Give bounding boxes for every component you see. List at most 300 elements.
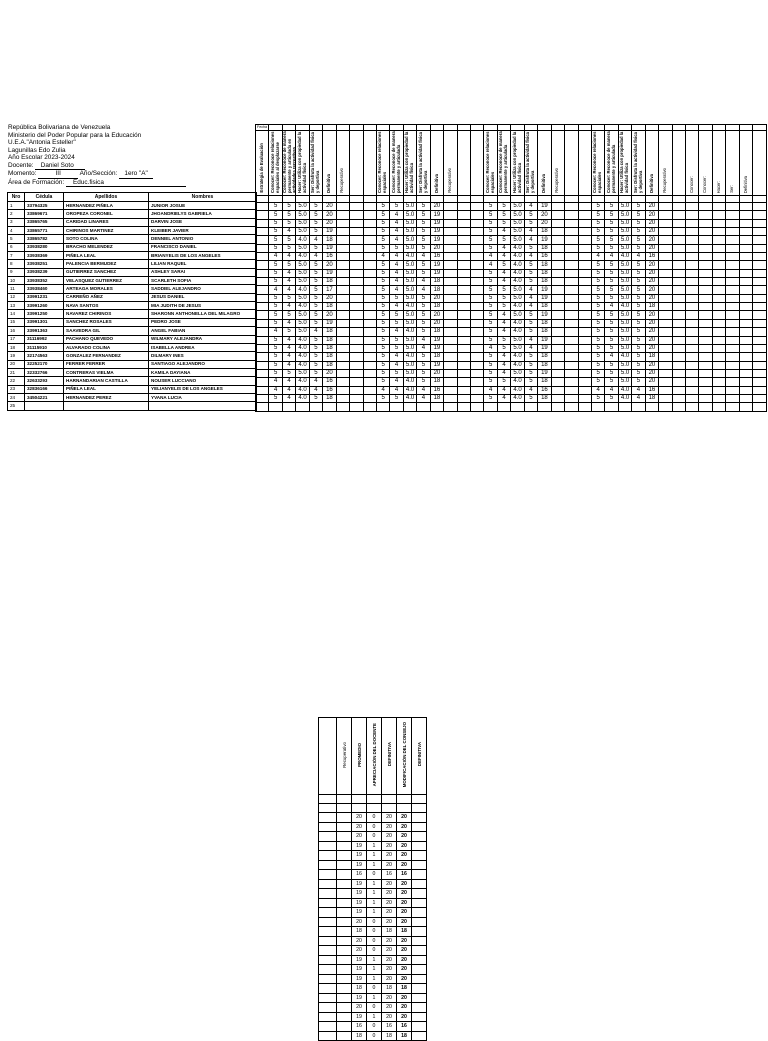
grade-cell: 5: [417, 303, 430, 311]
table-row: [8, 368, 257, 376]
grade-cell-blank: [686, 328, 699, 336]
row-apellidos: VELASQUEZ GUTIERREZ: [64, 277, 149, 285]
grade-cell-blank: [350, 378, 363, 386]
grade-cell-blank: [659, 353, 672, 361]
summary-row: [319, 1003, 427, 1013]
grade-cell: 4: [390, 303, 403, 311]
grade-cell-blank: [444, 228, 457, 236]
grade-cell-blank: [565, 236, 578, 244]
criteria-header: [296, 131, 309, 196]
grade-cell-blank: [551, 336, 564, 344]
grade-cell: 5: [417, 261, 430, 269]
grade-cell-blank: [551, 328, 564, 336]
grade-cell: 5: [605, 236, 618, 244]
grade-cell: 5: [269, 261, 282, 269]
grade-cell-blank: [712, 303, 725, 311]
row-nro: 9: [8, 268, 25, 276]
summary-cell-blank: [319, 1031, 337, 1041]
grade-cell: 5: [605, 344, 618, 352]
summary-cell-blank: [337, 851, 352, 861]
grade-cell-blank: [739, 386, 752, 394]
grade-cell: 4: [376, 253, 389, 261]
grade-cell-blank: [659, 269, 672, 277]
summary-cell: 1: [367, 908, 382, 918]
grade-cell-blank: [753, 378, 767, 386]
grade-cell: 5: [309, 228, 322, 236]
summary-cell: 19: [352, 841, 367, 851]
grade-cell: 4: [497, 228, 510, 236]
grade-cell: 4.0: [511, 378, 524, 386]
area-line: [8, 179, 258, 188]
row-cedula: 33794325: [25, 202, 64, 210]
grade-cell-blank: [256, 261, 269, 269]
grade-cell: 5.0: [296, 219, 309, 227]
grade-cell: 5: [417, 353, 430, 361]
grade-cell-blank: [363, 311, 376, 319]
row-apellidos: NAVAREZ CHIRINOS: [64, 310, 149, 318]
grade-cell-blank: [739, 336, 752, 344]
grade-cell-blank: [712, 344, 725, 352]
grade-cell-blank: [457, 386, 470, 394]
grade-cell-blank: [726, 336, 739, 344]
grade-cell: 4.0: [296, 286, 309, 294]
extra-header-text: Conocer:: [688, 176, 694, 193]
summary-cell: 20: [382, 1012, 397, 1022]
grade-cell-blank: [444, 211, 457, 219]
grade-cell-blank: [712, 319, 725, 327]
grade-cell: 5: [376, 336, 389, 344]
summary-header-text: PROMEDIO: [356, 742, 362, 767]
criteria-header-text: Ser: Disfruta la actividad física y deportiva: [310, 132, 320, 193]
grade-cell: 4: [524, 253, 537, 261]
summary-cell-blank: [319, 898, 337, 908]
grade-cell: 4: [417, 278, 430, 286]
grade-cell: 4: [282, 353, 295, 361]
grade-cell-blank: [551, 219, 564, 227]
grade-cell: 5: [591, 336, 604, 344]
summary-cell: 16: [382, 870, 397, 880]
row-apellidos: CONTRERAS VIELMA: [64, 368, 149, 376]
ministerio-line: Ministerio del Poder Popular para la Educación: [8, 131, 142, 139]
gap-cell: [591, 196, 604, 203]
grade-cell-blank: [672, 286, 685, 294]
grade-cell: 5: [632, 369, 645, 377]
summary-cell-blank: [412, 1022, 427, 1032]
summary-row: [319, 993, 427, 1003]
grade-cell: 5.0: [403, 236, 416, 244]
grade-cell-blank: [672, 294, 685, 302]
grade-cell: 5: [591, 278, 604, 286]
grade-cell-blank: [363, 336, 376, 344]
summary-cell: 20: [397, 851, 412, 861]
grade-cell-blank: [350, 253, 363, 261]
summary-cell-blank: [337, 936, 352, 946]
grade-cell: 4: [269, 328, 282, 336]
grade-cell: [645, 403, 658, 411]
criteria-header: [282, 131, 295, 196]
grade-cell-blank: [551, 294, 564, 302]
grade-row: [256, 369, 767, 377]
summary-cell-blank: [319, 965, 337, 975]
grade-cell-blank: [565, 311, 578, 319]
grade-cell-blank: [672, 386, 685, 394]
summary-cell-blank: [319, 955, 337, 965]
grade-cell-blank: [578, 319, 591, 327]
row-apellidos: CARIDAD LINARES: [64, 218, 149, 226]
grade-cell: 5: [591, 244, 604, 252]
grade-cell-blank: [686, 211, 699, 219]
row-cedula: 33991250: [25, 310, 64, 318]
grade-cell-blank: [659, 286, 672, 294]
criteria-header-text: Recuperativo: [661, 168, 667, 193]
criteria-header-text: Hacer: Utiliza con propiedad la actividad física: [511, 131, 522, 193]
grade-cell-blank: [753, 236, 767, 244]
grade-cell-blank: [471, 278, 484, 286]
summary-cell: 20: [397, 832, 412, 842]
grade-cell: 4: [309, 378, 322, 386]
grade-cell: 20: [430, 319, 443, 327]
criteria-header: [336, 131, 349, 196]
grade-cell: 5: [282, 369, 295, 377]
grade-cell: 20: [645, 219, 658, 227]
grade-cell-blank: [739, 278, 752, 286]
grade-cell: [296, 403, 309, 411]
grade-cell: 4.0: [618, 386, 631, 394]
table-row: [8, 218, 257, 226]
summary-blank-cell: [352, 804, 367, 813]
grade-cell: 5: [591, 311, 604, 319]
grade-cell: 5: [376, 244, 389, 252]
summary-cell-blank: [337, 879, 352, 889]
grade-cell: 5: [376, 303, 389, 311]
gap-cell: [672, 196, 685, 203]
grade-row: [256, 228, 767, 236]
grade-cell: 4.0: [511, 253, 524, 261]
grade-cell-blank: [363, 403, 376, 411]
grade-cell: 5: [309, 336, 322, 344]
grade-cell-blank: [739, 353, 752, 361]
summary-cell: 20: [397, 841, 412, 851]
grade-cell-blank: [551, 244, 564, 252]
summary-cell: 20: [352, 813, 367, 823]
grade-cell-blank: [565, 353, 578, 361]
grade-row: [256, 328, 767, 336]
grade-cell: 5: [309, 294, 322, 302]
grade-cell-blank: [699, 278, 712, 286]
summary-blank-row: [319, 795, 427, 804]
summary-cell: 20: [382, 1003, 397, 1013]
grade-cell: 5: [417, 361, 430, 369]
grade-cell: 5.0: [511, 228, 524, 236]
grade-cell: 5.0: [403, 278, 416, 286]
grade-cell-blank: [336, 319, 349, 327]
summary-row: [319, 936, 427, 946]
summary-cell-blank: [412, 936, 427, 946]
grade-cell: 20: [430, 294, 443, 302]
grade-cell: 18: [645, 394, 658, 402]
summary-cell-blank: [412, 917, 427, 927]
grade-cell-blank: [753, 328, 767, 336]
row-cedula: 33865765: [25, 218, 64, 226]
grade-cell-blank: [471, 244, 484, 252]
grade-cell: 5: [390, 311, 403, 319]
grade-cell-blank: [471, 369, 484, 377]
summary-cell-blank: [337, 813, 352, 823]
grade-cell: 18: [538, 261, 551, 269]
grade-cell: 5: [484, 278, 497, 286]
grade-cell-blank: [753, 228, 767, 236]
grade-cell: 4.0: [403, 253, 416, 261]
summary-cell-blank: [337, 984, 352, 994]
row-apellidos: NAVA SANTOS: [64, 302, 149, 310]
grade-cell: 5: [484, 286, 497, 294]
grade-cell: 5: [591, 211, 604, 219]
grade-cell-blank: [565, 303, 578, 311]
gap-cell: [538, 196, 551, 203]
grade-cell: 4: [309, 236, 322, 244]
summary-cell: 19: [352, 860, 367, 870]
grade-cell: 16: [430, 253, 443, 261]
grade-cell: 5: [484, 228, 497, 236]
summary-cell: 19: [352, 898, 367, 908]
summary-cell-blank: [319, 870, 337, 880]
grade-cell: 18: [538, 303, 551, 311]
summary-row: [319, 822, 427, 832]
grade-cell-blank: [739, 203, 752, 211]
summary-blank-cell: [337, 795, 352, 804]
grade-cell: 18: [538, 269, 551, 277]
grade-cell: 5: [591, 294, 604, 302]
grade-cell-blank: [444, 244, 457, 252]
grade-cell-blank: [699, 219, 712, 227]
criteria-header-text: Recuperativo: [446, 168, 452, 193]
grade-cell: 5: [632, 319, 645, 327]
gap-cell: [618, 196, 631, 203]
grade-cell: 5: [497, 219, 510, 227]
summary-cell: 19: [352, 851, 367, 861]
grade-cell: 5: [524, 219, 537, 227]
grade-cell-blank: [578, 386, 591, 394]
grade-cell: 4.0: [618, 303, 631, 311]
grade-cell: 18: [323, 394, 336, 402]
grade-cell: 5: [269, 294, 282, 302]
grade-cell: 5: [632, 236, 645, 244]
grade-cell-blank: [739, 369, 752, 377]
summary-cell: 20: [397, 1012, 412, 1022]
grade-cell: 5: [417, 269, 430, 277]
summary-cell-blank: [337, 841, 352, 851]
summary-cell: 18: [397, 984, 412, 994]
grade-cell-blank: [753, 278, 767, 286]
gap-cell: [484, 196, 497, 203]
summary-row: [319, 832, 427, 842]
grade-cell-blank: [686, 244, 699, 252]
criteria-header-row: [256, 131, 767, 196]
grade-row: [256, 319, 767, 327]
gap-cell: [659, 196, 672, 203]
grade-cell: 4: [390, 286, 403, 294]
grade-cell: 5: [632, 294, 645, 302]
grade-cell: 5: [484, 211, 497, 219]
grade-cell-blank: [256, 336, 269, 344]
row-cedula: 33938239: [25, 268, 64, 276]
header-nro: Nro: [8, 193, 25, 202]
summary-header-text: APRECIACIÓN DEL DOCENTE: [371, 722, 377, 787]
grade-cell-blank: [699, 319, 712, 327]
grade-cell: 19: [323, 228, 336, 236]
grade-cell-blank: [565, 278, 578, 286]
grade-cell: 5: [309, 344, 322, 352]
grade-cell-blank: [457, 278, 470, 286]
grade-cell-blank: [686, 394, 699, 402]
summary-cell: 20: [397, 898, 412, 908]
grade-cell: 5: [484, 319, 497, 327]
summary-header: [337, 718, 352, 795]
grade-cell-blank: [712, 236, 725, 244]
grade-cell: 4: [390, 261, 403, 269]
row-nombres: SHARONN ANTHONELLA DEL MILAGRO: [149, 310, 257, 318]
gap-cell: [376, 196, 389, 203]
grade-cell: 4.0: [511, 269, 524, 277]
summary-cell: 1: [367, 879, 382, 889]
grade-cell-blank: [739, 219, 752, 227]
summary-cell-blank: [319, 927, 337, 937]
grade-cell-blank: [256, 286, 269, 294]
grade-cell-blank: [551, 236, 564, 244]
summary-row: [319, 851, 427, 861]
grade-cell: 4: [484, 261, 497, 269]
grade-cell: 5: [376, 286, 389, 294]
summary-cell: 0: [367, 1022, 382, 1032]
grade-cell-blank: [672, 336, 685, 344]
row-cedula: 33991260: [25, 302, 64, 310]
header-apellidos: Apellidos: [64, 193, 149, 202]
grade-cell: 5.0: [618, 336, 631, 344]
grade-cell-blank: [565, 378, 578, 386]
grade-cell: 5: [497, 303, 510, 311]
summary-row: [319, 917, 427, 927]
summary-cell: 20: [352, 1003, 367, 1013]
grade-cell-blank: [350, 394, 363, 402]
summary-cell: 20: [397, 974, 412, 984]
grade-cell: 4: [497, 394, 510, 402]
grade-cell-blank: [565, 403, 578, 411]
grade-cell-blank: [444, 261, 457, 269]
grade-cell: 5: [309, 394, 322, 402]
grade-cell: 4.0: [296, 253, 309, 261]
grade-cell-blank: [578, 344, 591, 352]
grade-cell-blank: [726, 278, 739, 286]
grade-cell: 4: [269, 378, 282, 386]
grade-cell-blank: [753, 319, 767, 327]
table-row: [8, 343, 257, 351]
grade-cell-blank: [336, 219, 349, 227]
grade-cell: 5: [632, 361, 645, 369]
grade-cell: 18: [430, 278, 443, 286]
grade-cell: 5.0: [403, 228, 416, 236]
grade-cell-blank: [256, 203, 269, 211]
area-value: Educ.fisica: [66, 179, 186, 188]
summary-table: [318, 717, 427, 1041]
summary-cell: 20: [397, 955, 412, 965]
summary-row: [319, 927, 427, 937]
grade-cell-blank: [350, 228, 363, 236]
grade-cell-blank: [444, 336, 457, 344]
grade-cell: 5: [605, 228, 618, 236]
grade-cell: 5: [282, 219, 295, 227]
row-nombres: JUNIOR JOSUE: [149, 202, 257, 210]
grade-cell-blank: [444, 278, 457, 286]
summary-row: [319, 1031, 427, 1041]
criteria-header: [605, 131, 618, 196]
grade-cell: 5: [605, 319, 618, 327]
summary-row: [319, 946, 427, 956]
grade-cell-blank: [471, 403, 484, 411]
grade-cell: 4: [591, 386, 604, 394]
grade-cell: 4.0: [511, 394, 524, 402]
grade-cell-blank: [672, 361, 685, 369]
grade-cell-blank: [753, 386, 767, 394]
grade-cell: 5: [309, 278, 322, 286]
grade-cell: 18: [538, 319, 551, 327]
grade-cell: 19: [430, 261, 443, 269]
grade-cell-blank: [659, 394, 672, 402]
extra-header-text: Conocer:: [702, 176, 708, 193]
grade-cell: 5: [632, 203, 645, 211]
summary-blank-cell: [397, 795, 412, 804]
summary-cell-blank: [319, 974, 337, 984]
grade-cell-blank: [565, 361, 578, 369]
summary-cell: 20: [397, 813, 412, 823]
grade-cell: 5.0: [618, 294, 631, 302]
summary-cell: 1: [367, 860, 382, 870]
grade-cell-blank: [565, 286, 578, 294]
grade-cell: 5: [591, 344, 604, 352]
grade-cell: 5: [376, 394, 389, 402]
docente-value: Daniel Soto: [35, 162, 85, 171]
extra-header: [726, 131, 739, 196]
summary-cell: 20: [382, 851, 397, 861]
grade-cell-blank: [336, 228, 349, 236]
grade-cell-blank: [699, 261, 712, 269]
grade-cell: 19: [538, 311, 551, 319]
grade-cell: 4.0: [296, 336, 309, 344]
summary-cell-blank: [337, 832, 352, 842]
grade-cell-blank: [686, 219, 699, 227]
row-nombres: BRIANYELIS DE LOS ANGELES: [149, 252, 257, 260]
summary-cell-blank: [337, 870, 352, 880]
grade-cell: 19: [538, 286, 551, 294]
grade-cell-blank: [739, 378, 752, 386]
grade-cell: 5: [632, 211, 645, 219]
grade-cell-blank: [256, 319, 269, 327]
gap-cell: [269, 196, 282, 203]
grade-cell-blank: [699, 353, 712, 361]
summary-header-text: DEFINITIVA: [416, 742, 422, 767]
grade-row: [256, 269, 767, 277]
grade-cell-blank: [712, 203, 725, 211]
grade-cell: 4: [524, 386, 537, 394]
grade-cell: 18: [323, 353, 336, 361]
grade-cell: 20: [538, 211, 551, 219]
grade-cell-blank: [444, 203, 457, 211]
grade-cell-blank: [699, 236, 712, 244]
summary-cell-blank: [337, 860, 352, 870]
grade-row: [256, 244, 767, 252]
gap-cell: [309, 196, 322, 203]
grade-cell-blank: [444, 269, 457, 277]
grade-cell: 4: [282, 386, 295, 394]
